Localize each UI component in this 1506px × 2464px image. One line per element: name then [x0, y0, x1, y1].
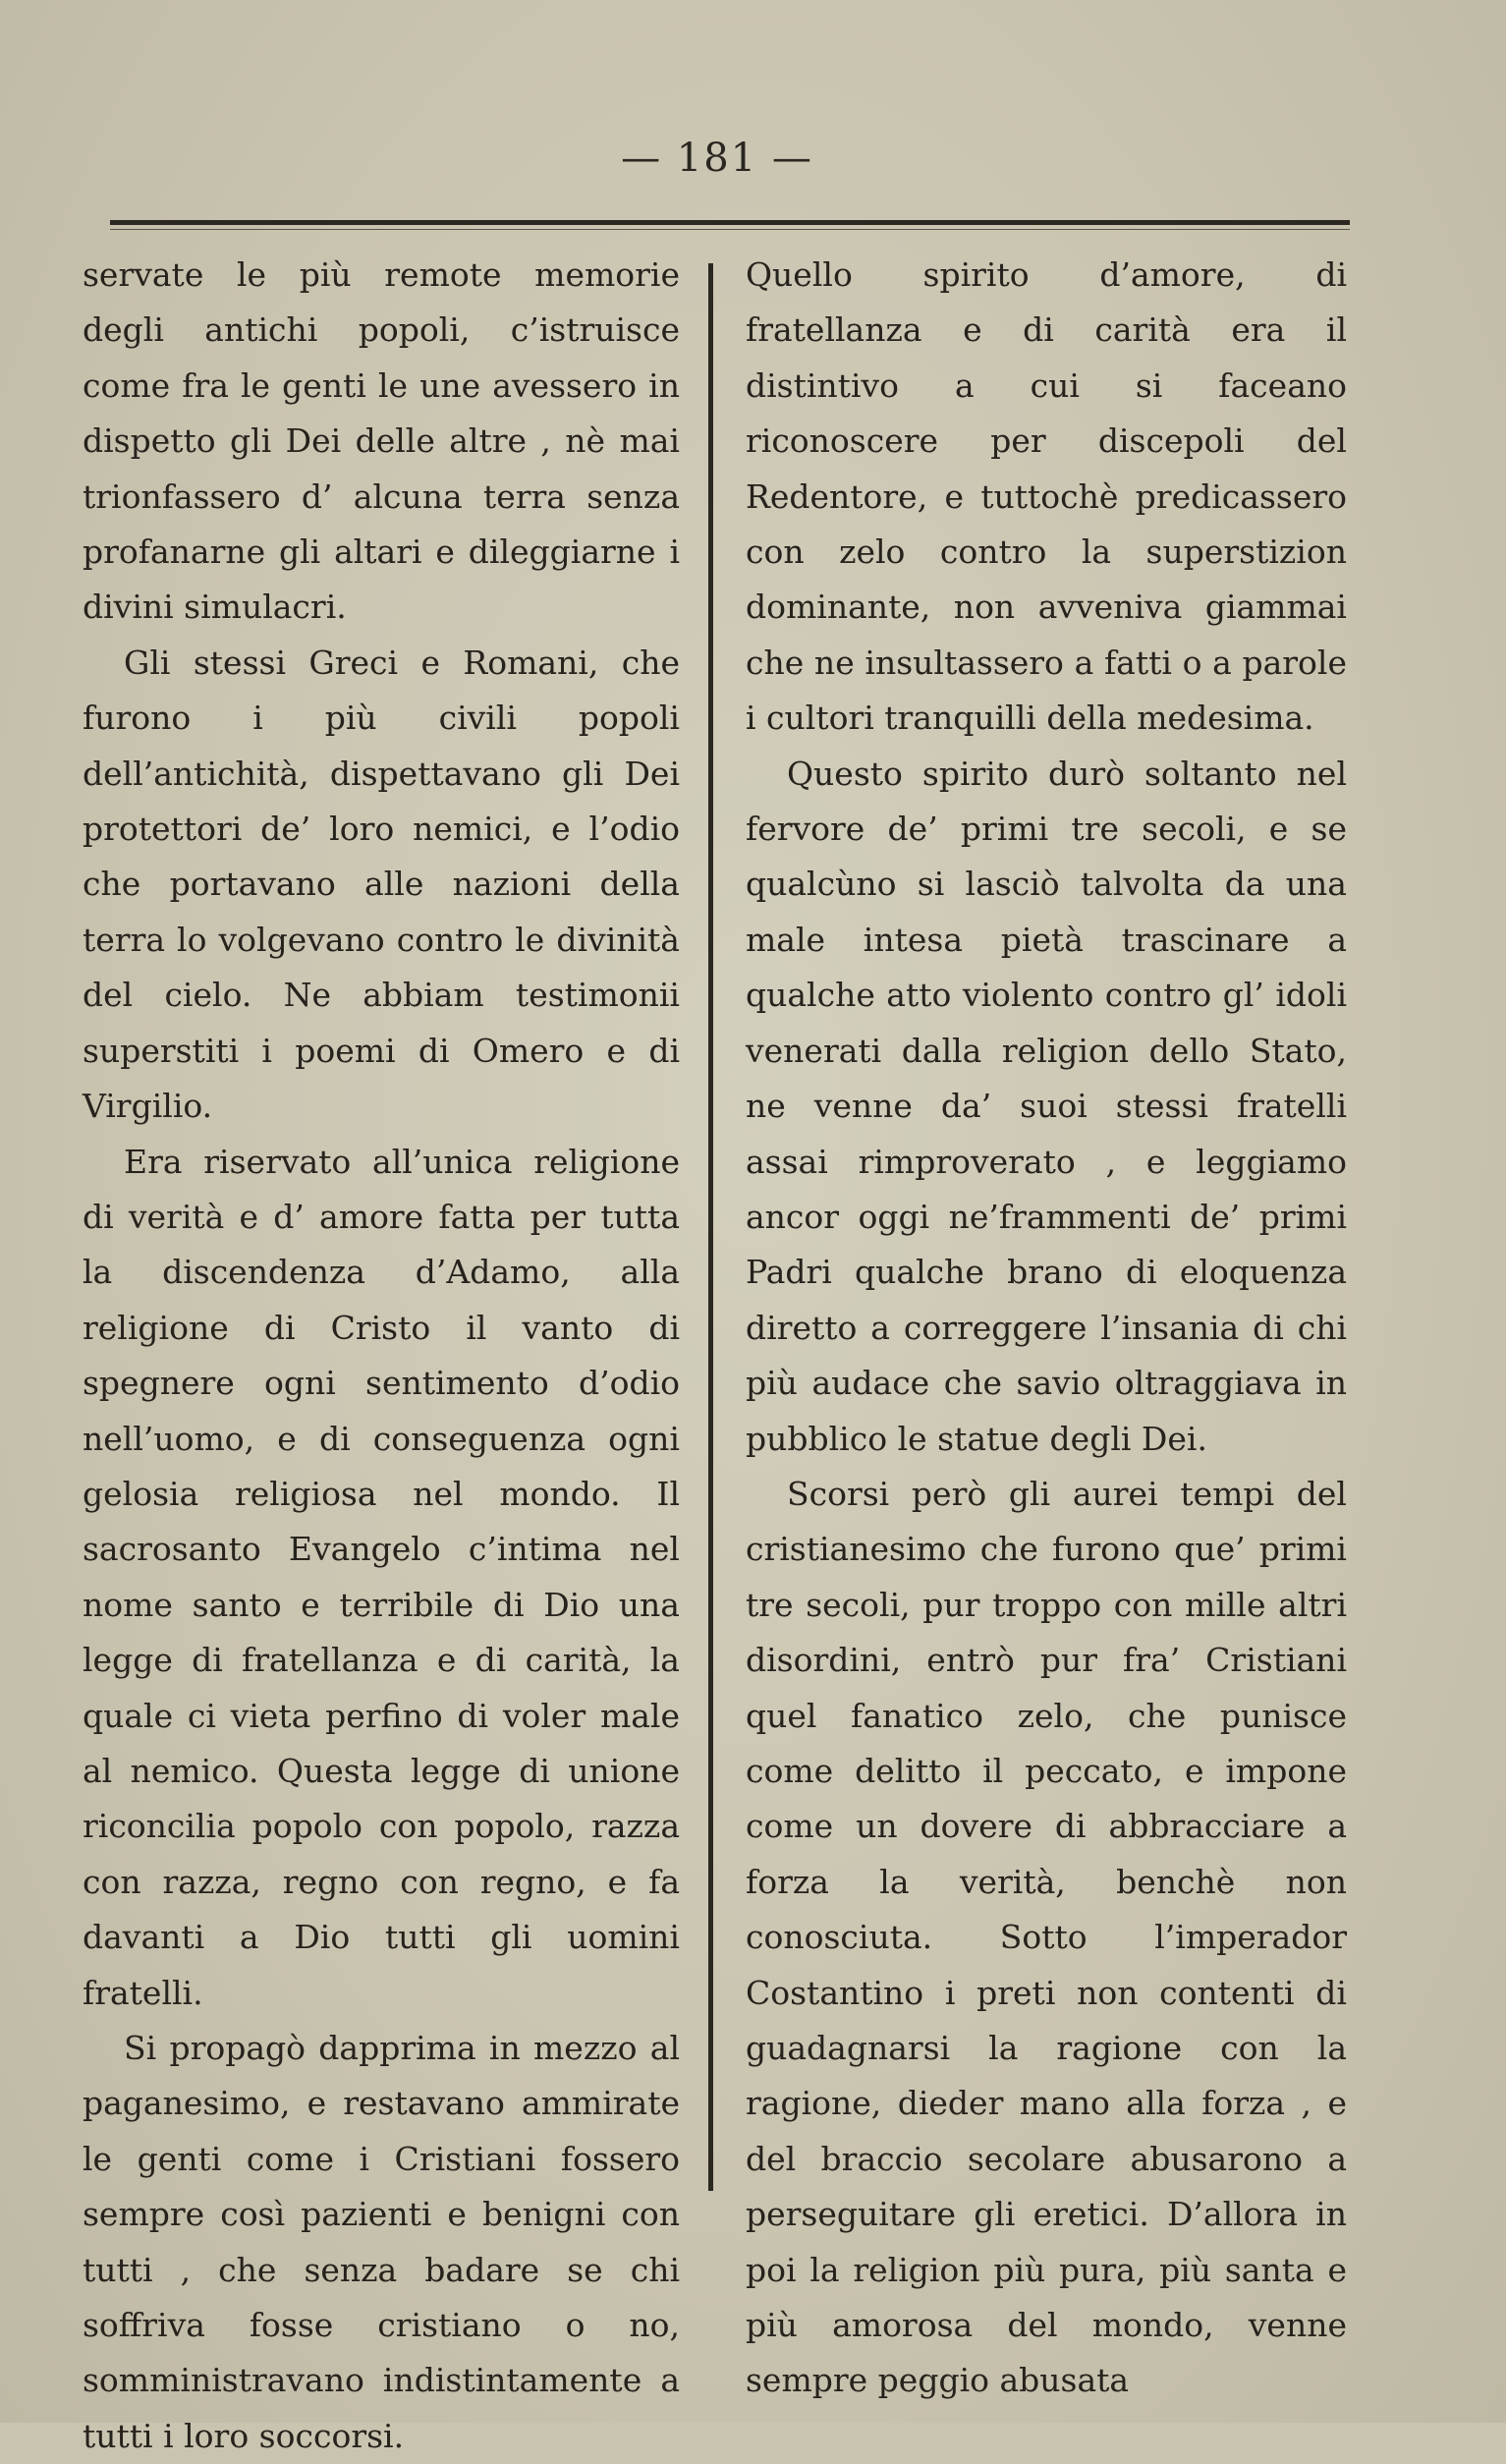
left-column [83, 248, 680, 2464]
page-number: — 181 — [621, 136, 813, 181]
paragraph: Si propagò dapprima in mezzo al paganesimo, e restavano ammirate le genti come i Cristiani fossero sempre così pazienti e benigni con tutti , che senza badare se chi soffriva fosse cristiano o no, somministravano indistintamente a tutti i loro soccorsi. [83, 2029, 680, 2455]
paragraph: servate le più remote memorie degli antichi popoli, c’istruisce come fra le genti le une avessero in dispetto gli Dei delle altre , nè mai trionfassero d’ alcuna terra senza profanarne gli altari e dileggiarne i divini simulacri. [83, 255, 680, 627]
header-rule-thin [110, 229, 1350, 230]
paragraph: Scorsi però gli aurei tempi del cristianesimo che furono que’ primi tre secoli, pur troppo con mille altri disordini, entrò pur fra’ Cristiani quel fanatico zelo, che punisce come delitto il peccato, e impone come un dovere di abbracciare a forza la verità, benchè non conosciuta. Sotto l’imperador Costantino i preti non contenti di guadagnarsi la ragione con la ragione, dieder mano alla forza , e del braccio secolare abusarono a perseguitare gli eretici. D’allora in poi la religion più pura, più santa e più amorosa del mondo, venne sempre peggio abusata [746, 1474, 1347, 2400]
paragraph: Era riservato all’unica religione di verità e d’ amore fatta per tutta la discendenza d’Adamo, alla religione di Cristo il vanto di spegnere ogni sentimento d’odio nell’uomo, e di conseguenza ogni gelosia religiosa nel mondo. Il sacrosanto Evangelo c’intima nel nome santo e terribile di Dio una legge di fratellanza e di carità, la quale ci vieta perfino di voler male al nemico. Questa legge di unione riconcilia popolo con popolo, razza con razza, regno con regno, e fa davanti a Dio tutti gli uomini fratelli. [83, 1142, 680, 2012]
paragraph: Quello spirito d’amore, di fratellanza e di carità era il distintivo a cui si faceano riconoscere per discepoli del Redentore, e tuttochè predicassero con zelo contro la superstizion dominante, non avveniva giammai che ne insultassero a fatti o a parole i cultori tranquilli della medesima. [746, 255, 1347, 738]
right-column [746, 248, 1347, 2409]
column-divider [708, 263, 713, 2191]
paragraph: Questo spirito durò soltanto nel fervore de’ primi tre secoli, e se qualcùno si lasciò talvolta da una male intesa pietà trascinare a qualche atto violento contro gl’ idoli venerati dalla religion dello Stato, ne venne da’ suoi stessi fratelli assai rimproverato , e leggiamo ancor oggi ne’frammenti de’ primi Padri qualche brano di eloquenza diretto a correggere l’insania di chi più audace che savio oltraggiava in pubblico le statue degli Dei. [746, 754, 1347, 1458]
paragraph: Gli stessi Greci e Romani, che furono i più civili popoli dell’antichità, dispettavano gli Dei protettori de’ loro nemici, e l’odio che portavano alle nazioni della terra lo volgevano contro le divinità del cielo. Ne abbiam testimonii superstiti i poemi di Omero e di Virgilio. [83, 643, 680, 1126]
header-rule [110, 220, 1350, 225]
